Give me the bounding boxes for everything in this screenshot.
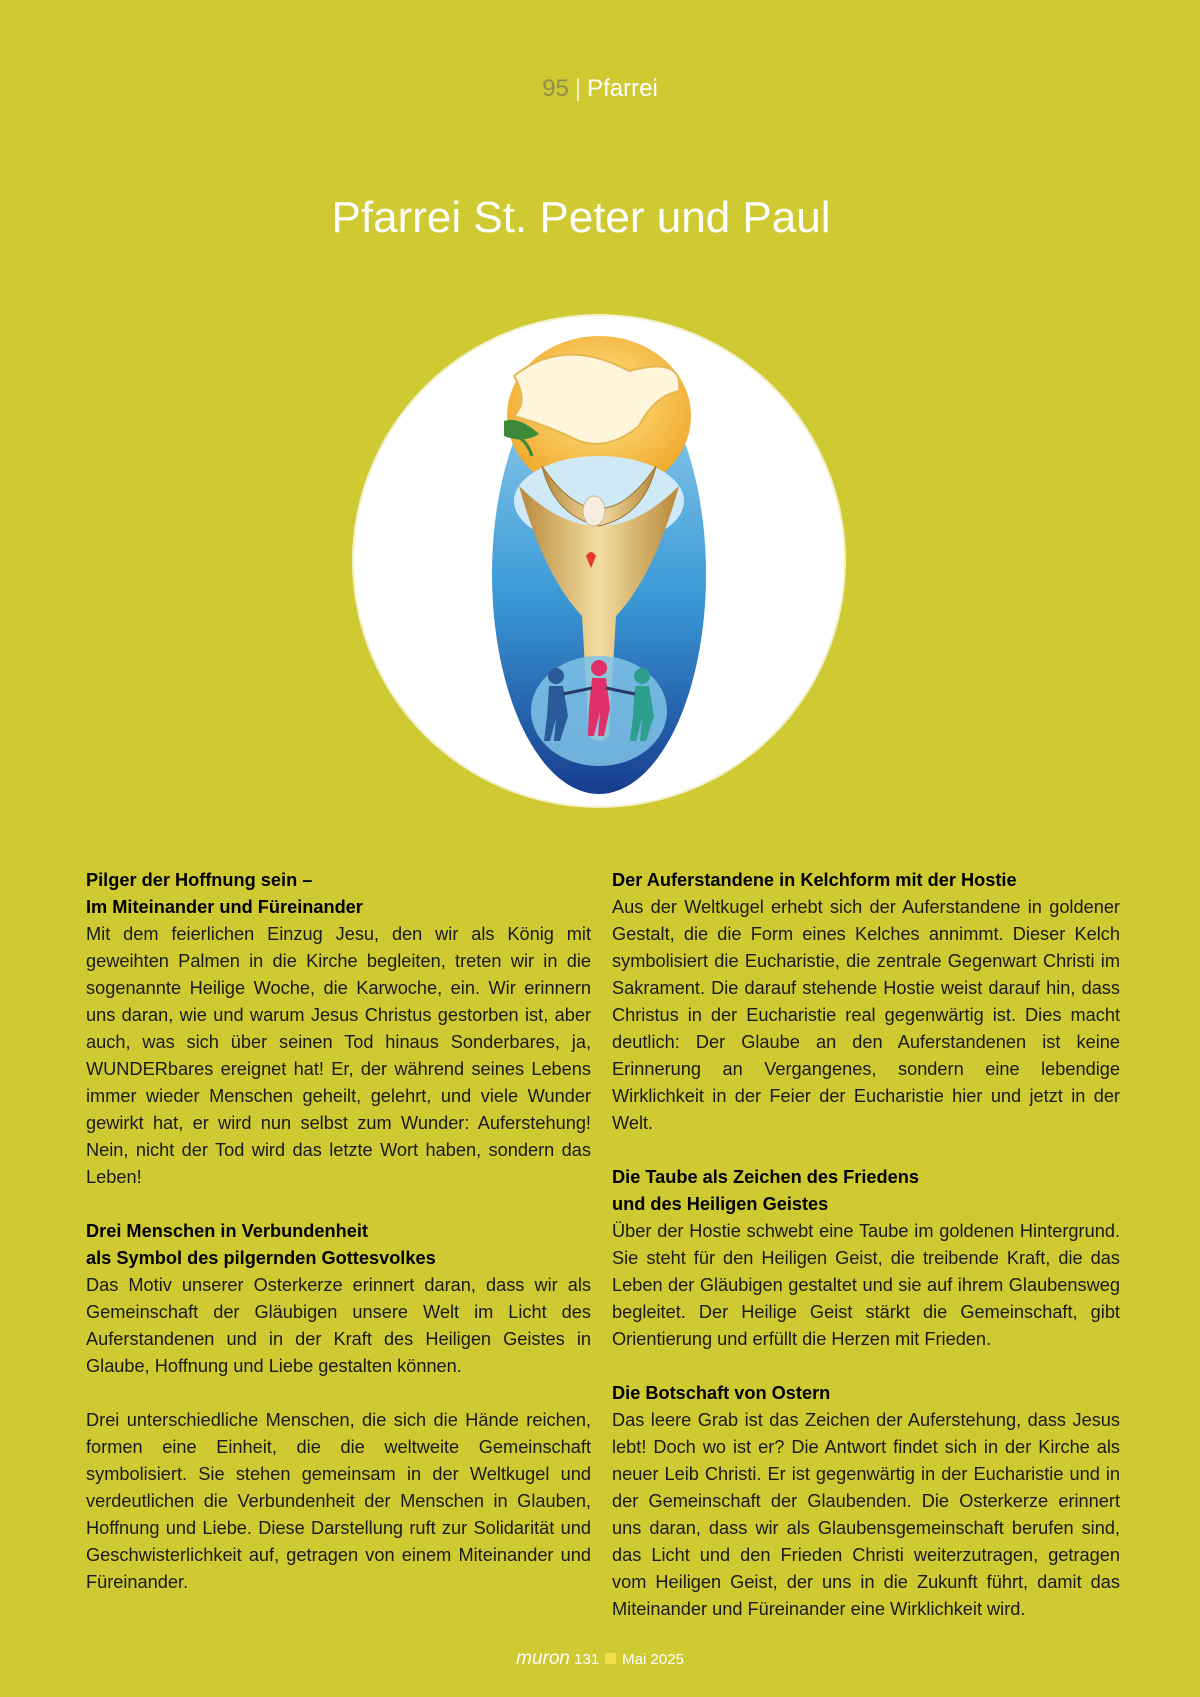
paragraph: Drei unterschiedliche Menschen, die sich die Hände reichen, formen eine Einheit, die die weltweite Gemeinschaft symbolisiert. Sie stehen gemeinsam in der Weltkugel und verdeutlichen die Verbundenheit der Menschen in Glauben, Hoffnung und Liebe. Diese Darstellung ruft zur Solidarität und Geschwisterlichkeit auf, getragen von einem Miteinander und Füreinander. [86,1410,591,1592]
magazine-name: muron [516,1648,570,1669]
paragraph: Mit dem feierlichen Einzug Jesu, den wir als König mit geweihten Palmen in die Kirche begleiten, treten wir in die sogenannte Heilige Woche, die Karwoche, ein. Wir erinnern uns daran, wie und warum Jesus Christus gestorben ist, aber auch, was sich über seinen Tod hinaus Sonderbares, ja, WUNDERbares ereignet hat! Er, der während seines Lebens immer wieder Menschen geheilt, gelehrt, und viele Wunder gewirkt hat, er wird nun selbst zum Wunder: Auferstehung! Nein, nicht der Tod wird das letzte Wort haben, sondern das Leben! [86,924,591,1187]
section-heading [612,1380,1120,1407]
section-heading [612,867,1120,894]
header-separator: | [574,75,582,102]
paragraph: Das Motiv unserer Osterkerze erinnert daran, dass wir als Gemeinschaft der Gläubigen unsere Welt im Licht des Auferstandenen und in der Kraft des Heiligen Geistes in Glaube, Hoffnung und Liebe gestalten können. [86,1275,591,1376]
heading-line: Die Botschaft von Ostern [612,1383,831,1403]
heading-line: Drei Menschen in Verbundenheit [86,1221,368,1241]
paragraph: Über der Hostie schwebt eine Taube im goldenen Hintergrund. Sie steht für den Heiligen Geist, die treibende Kraft, die das Leben der Gläubigen gestaltet und sie auf ihrem Glaubensweg begleitet. Der Heilige Geist stärkt die Gemeinschaft, gibt Orientierung und erfüllt die Herzen mit Frieden. [612,1221,1120,1349]
right-column [612,867,1120,1623]
section-heading [86,1218,591,1272]
easter-candle-emblem-icon [354,316,844,806]
heading-line: Der Auferstandene in Kelchform mit der Hostie [612,870,1017,890]
section-heading [612,1164,1120,1218]
heading-line: und des Heiligen Geistes [612,1194,829,1214]
page-header [0,72,1200,106]
square-marker-icon [605,1653,616,1664]
page-number: 95 [542,75,569,102]
heading-line: Die Taube als Zeichen des Friedens [612,1167,919,1187]
paragraph: Das leere Grab ist das Zeichen der Auferstehung, dass Jesus lebt! Doch wo ist er? Die Antwort findet sich in der Kirche als neuer Leib Christi. Er ist gegenwärtig in der Eucharistie und in der Gemeinschaft der Glaubenden. Die Osterkerze erinnert uns daran, dass wir als Glaubensgemeinschaft berufen sind, das Licht und den Frieden Christi weiterzutragen, getragen vom Heiligen Geist, der uns in die Zukunft führt, damit das Miteinander und Füreinander eine Wirklichkeit wird. [612,1410,1120,1619]
issue-date: Mai 2025 [622,1651,684,1668]
page-footer [0,1646,1200,1673]
page-title: Pfarrei St. Peter und Paul [331,193,831,242]
paragraph: Aus der Weltkugel erhebt sich der Auferstandene in goldener Gestalt, die die Form eines Kelches annimmt. Dieser Kelch symbolisiert die Eucharistie, die zentrale Gegenwart Christi im Sakrament. Die darauf stehende Hostie weist darauf hin, dass Christus in der Eucharistie real gegenwärtig ist. Dies macht deutlich: Der Glaube an den Auferstandenen ist keine Erinnerung an Vergangenes, sondern eine lebendige Wirklichkeit in der Feier der Eucharistie hier und jetzt in der Welt. [612,897,1120,1133]
heading-line: als Symbol des pilgernden Gottesvolkes [86,1248,436,1268]
section-name: Pfarrei [587,75,658,102]
section-heading [86,867,591,921]
heading-line: Im Miteinander und Füreinander [86,897,363,917]
issue-number: 131 [574,1651,600,1668]
heading-line: Pilger der Hoffnung sein – [86,870,313,890]
left-column [86,867,591,1596]
